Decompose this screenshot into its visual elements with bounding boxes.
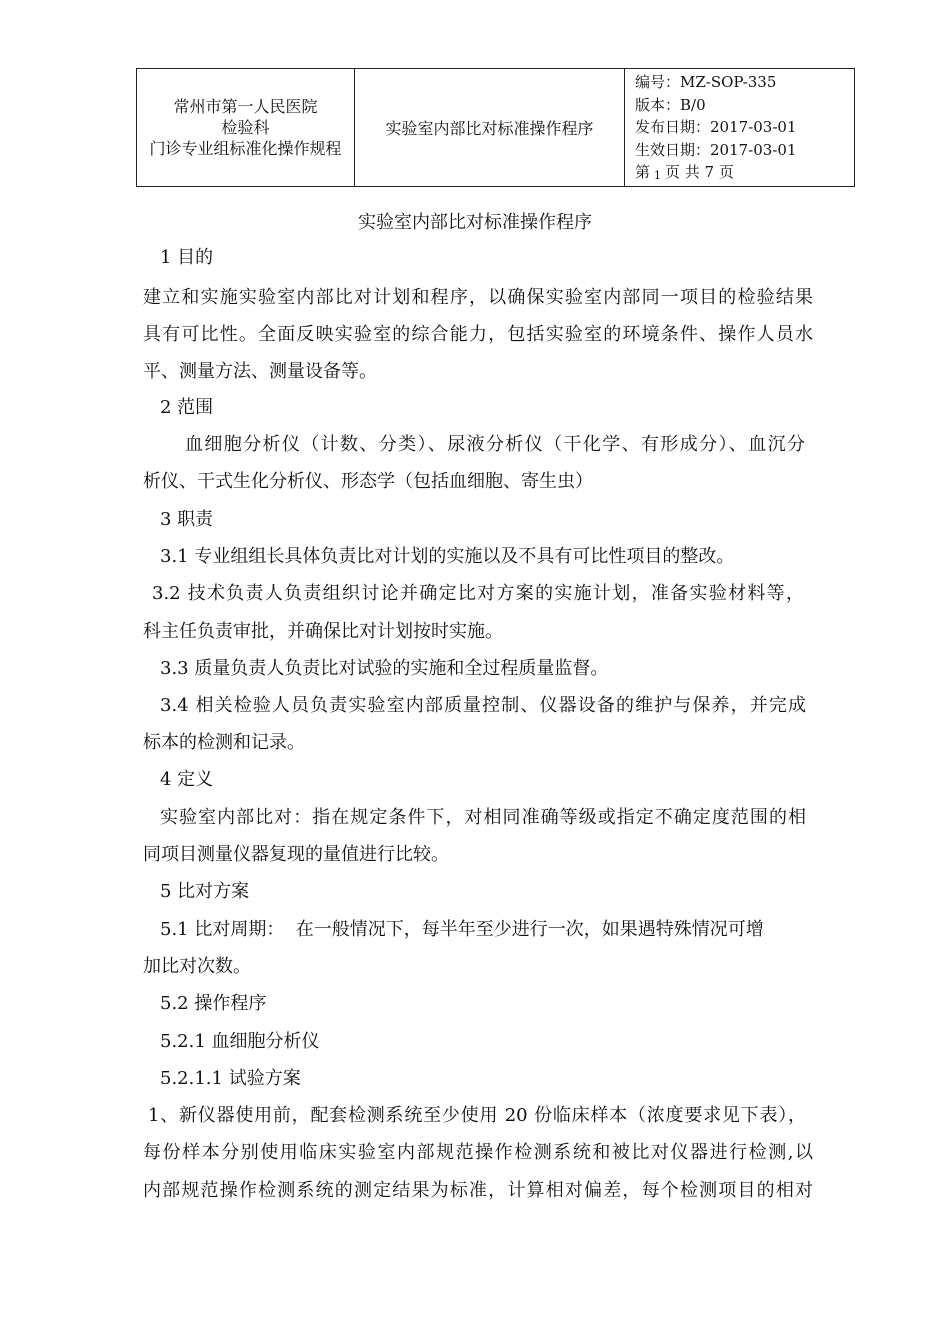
body-line: 5.1 比对周期： 在一般情况下，每半年至少进行一次，如果遇特殊情况可增 <box>160 919 764 940</box>
document-title: 实验室内部比对标准操作程序 <box>358 212 592 233</box>
section-heading: 5 比对方案 <box>160 881 250 902</box>
section-heading: 5.2 操作程序 <box>160 993 267 1014</box>
effective-date: 生效日期：2017-03-01 <box>635 140 797 159</box>
body-line: 科主任负责审批，并确保比对计划按时实施。 <box>143 621 503 642</box>
spec-name: 门诊专业组标准化操作规程 <box>149 138 342 158</box>
body-line: 内部规范操作检测系统的测定结果为标准，计算相对偏差，每个检测项目的相对 <box>143 1180 813 1201</box>
body-line: 析仪、干式生化分析仪、形态学（包括血细胞、寄生虫） <box>143 471 593 492</box>
page-info <box>635 161 854 186</box>
page-current: 1 <box>654 169 662 182</box>
body-line: 血细胞分析仪（计数、分类）、尿液分析仪（干化学、有形成分）、血沉分 <box>185 434 805 455</box>
header-org-cell <box>137 69 355 187</box>
body-line: 具有可比性。全面反映实验室的综合能力，包括实验室的环境条件、操作人员水 <box>143 324 813 345</box>
procedure-title: 实验室内部比对标准操作程序 <box>385 118 594 138</box>
page-prefix: 第 <box>635 163 651 181</box>
body-line: 3.2 技术负责人负责组织讨论并确定比对方案的实施计划，准备实验材料等， <box>152 583 804 604</box>
section-heading: 2 范围 <box>160 397 214 418</box>
body-line: 实验室内部比对：指在规定条件下，对相同准确等级或指定不确定度范围的相 <box>160 807 806 828</box>
issue-date: 发布日期：2017-03-01 <box>635 118 797 136</box>
page-total: 页 共 7 页 <box>665 163 734 181</box>
body-line: 1、新仪器使用前，配套检测系统至少使用 20 份临床样本（浓度要求见下表）， <box>148 1105 806 1126</box>
body-line: 加比对次数。 <box>143 956 251 977</box>
document-header-table <box>136 68 855 187</box>
section-heading: 5.2.1 血细胞分析仪 <box>160 1031 320 1052</box>
header-title-cell <box>355 69 625 187</box>
body-line: 3.3 质量负责人负责比对试验的实施和全过程质量监督。 <box>160 658 609 679</box>
body-line: 建立和实施实验室内部比对计划和程序，以确保实验室内部同一项目的检验结果 <box>143 287 813 308</box>
body-line: 标本的检测和记录。 <box>143 732 305 753</box>
body-line: 每份样本分别使用临床实验室内部规范操作检测系统和被比对仪器进行检测,以 <box>143 1142 813 1163</box>
hospital-name: 常州市第一人民医院 <box>173 96 318 116</box>
section-heading: 1 目的 <box>160 247 214 268</box>
section-heading: 4 定义 <box>160 769 214 790</box>
body-line: 平、测量方法、测量设备等。 <box>143 361 377 382</box>
section-heading: 3 职责 <box>160 509 214 530</box>
body-line: 同项目测量仪器复现的量值进行比较。 <box>143 844 449 865</box>
body-line: 3.1 专业组组长具体负责比对计划的实施以及不具有可比性项目的整改。 <box>160 546 735 567</box>
section-heading: 5.2.1.1 试验方案 <box>160 1068 301 1089</box>
department-name: 检验科 <box>221 117 270 137</box>
doc-version: 版本：B/0 <box>635 95 706 114</box>
body-line: 3.4 相关检验人员负责实验室内部质量控制、仪器设备的维护与保养，并完成 <box>160 695 806 716</box>
header-meta-cell <box>625 69 855 187</box>
doc-number: 编号：MZ-SOP-335 <box>635 73 777 91</box>
